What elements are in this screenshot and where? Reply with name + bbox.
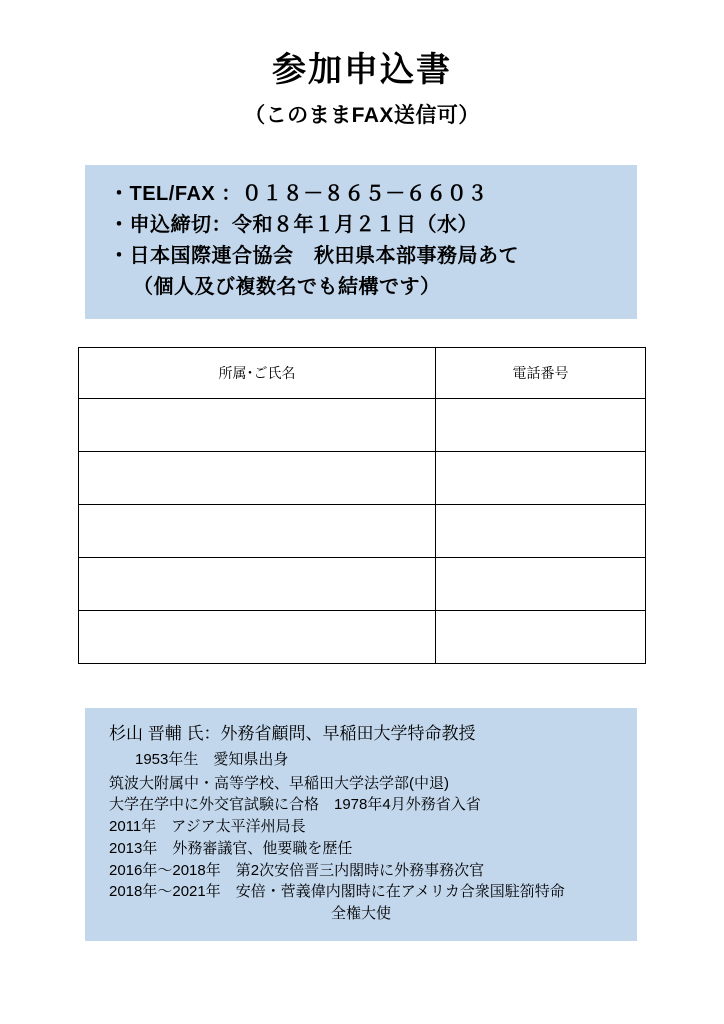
- profile-line-2011: 2011年 アジア太平洋州局長: [109, 818, 306, 836]
- profile-line-education: 筑波大附属中・高等学校、早稲田大学法学部(中退): [109, 774, 449, 792]
- cell-phone[interactable]: [435, 399, 645, 452]
- speaker-profile-panel: [85, 708, 637, 941]
- application-table: [78, 347, 646, 664]
- title-block: [0, 0, 724, 129]
- profile-line-2018: 2018年～2021年 安倍・菅義偉内閣時に在アメリカ合衆国駐箚特命: [109, 883, 565, 901]
- table-header-row: [79, 348, 646, 399]
- table-row[interactable]: [79, 611, 646, 664]
- profile-heading: 杉山 晋輔 氏：外務省顧問、早稲田大学特命教授: [109, 724, 476, 743]
- profile-line-2013: 2013年 外務審議官、他要職を歴任: [109, 839, 353, 857]
- cell-phone[interactable]: [435, 611, 645, 664]
- table-row[interactable]: [79, 558, 646, 611]
- profile-line-entry: 大学在学中に外交官試験に合格 1978年4月外務省入省: [109, 796, 481, 814]
- info-line-address: ・日本国際連合協会 秋田県本部事務局あて: [109, 245, 519, 267]
- info-line-note: （個人及び複数名でも結構です）: [133, 276, 441, 298]
- cell-phone[interactable]: [435, 505, 645, 558]
- cell-name[interactable]: [79, 505, 436, 558]
- table-row[interactable]: [79, 399, 646, 452]
- cell-name[interactable]: [79, 399, 436, 452]
- profile-line-2016: 2016年～2018年 第2次安倍晋三内閣時に外務事務次官: [109, 861, 485, 879]
- page-title: 参加申込書: [272, 51, 452, 89]
- page-subtitle: （このままFAX送信可）: [244, 103, 480, 127]
- profile-line-ambassador: 全権大使: [330, 905, 391, 923]
- table-header-phone: 電話番号: [435, 348, 645, 399]
- cell-phone[interactable]: [435, 452, 645, 505]
- table-row[interactable]: [79, 505, 646, 558]
- info-line-deadline: ・申込締切：令和８年１月２１日（水）: [109, 214, 478, 236]
- cell-name[interactable]: [79, 452, 436, 505]
- table-row[interactable]: [79, 452, 646, 505]
- cell-name[interactable]: [79, 611, 436, 664]
- cell-name[interactable]: [79, 558, 436, 611]
- info-line-fax: ・TEL/FAX ：０１８－８６５－６６０３: [109, 183, 488, 205]
- table-header-name: 所属･ご氏名: [79, 348, 436, 399]
- info-panel: [85, 165, 637, 319]
- profile-birth: 1953年生 愛知県出身: [135, 751, 289, 769]
- cell-phone[interactable]: [435, 558, 645, 611]
